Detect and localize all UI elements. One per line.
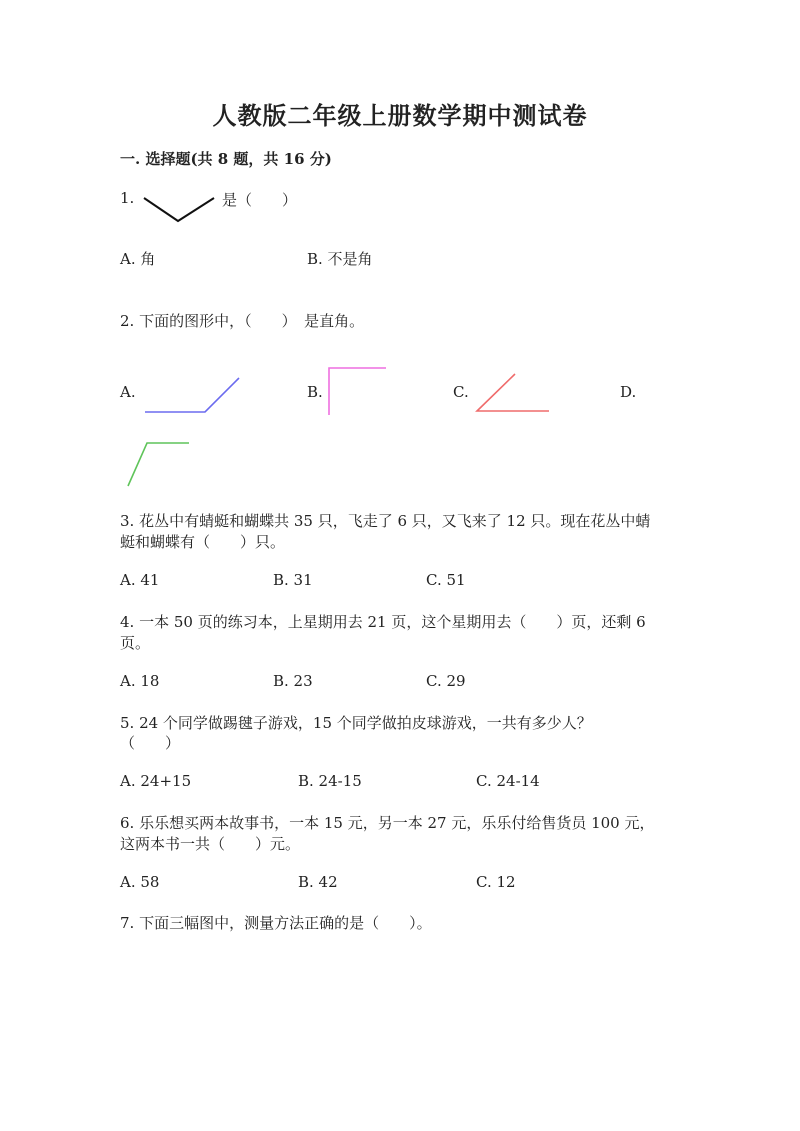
q4-option-b[interactable]: B. 23 <box>273 672 313 690</box>
page-title: 人教版二年级上册数学期中测试卷 <box>212 101 588 130</box>
q2-text: 2. 下面的图形中，（ ） 是直角。 <box>120 312 365 330</box>
q7-text: 7. 下面三幅图中，测量方法正确的是（ ）。 <box>120 914 432 932</box>
q1-number: 1. <box>120 189 135 207</box>
q5-option-b[interactable]: B. 24-15 <box>298 772 362 790</box>
q1-angle-figure <box>144 196 216 224</box>
q3-option-a[interactable]: A. 41 <box>120 571 160 589</box>
q3-text-line1: 3. 花丛中有蜻蜓和蝴蝶共 35 只，飞走了 6 只，又飞来了 12 只。现在花丛中蜻 <box>120 512 651 530</box>
q2-option-b-figure <box>326 365 390 417</box>
q6-option-b[interactable]: B. 42 <box>298 873 338 891</box>
q2-option-d-figure <box>125 440 193 490</box>
q5-text-line2: （ ） <box>120 734 181 752</box>
q3-text-line2: 蜓和蝴蝶有（ ）只。 <box>120 533 286 551</box>
q1-option-b[interactable]: B. 不是角 <box>307 250 373 268</box>
section-heading: 一. 选择题(共 8 题，共 16 分) <box>120 150 332 168</box>
q1-option-a[interactable]: A. 角 <box>120 250 156 268</box>
q1-text: 是（ ） <box>222 191 298 209</box>
q3-option-b[interactable]: B. 31 <box>273 571 313 589</box>
q4-text-line1: 4. 一本 50 页的练习本，上星期用去 21 页，这个星期用去（ ）页，还剩 6 <box>120 613 646 631</box>
q6-option-c[interactable]: C. 12 <box>476 873 516 891</box>
q5-option-c[interactable]: C. 24-14 <box>476 772 540 790</box>
q3-option-c[interactable]: C. 51 <box>426 571 466 589</box>
q5-option-a[interactable]: A. 24+15 <box>120 772 192 790</box>
q2-option-d-label[interactable]: D. <box>620 383 637 401</box>
q2-option-c-figure <box>475 372 553 416</box>
q5-text-line1: 5. 24 个同学做踢毽子游戏，15 个同学做拍皮球游戏，一共有多少人？ <box>120 714 592 732</box>
q4-option-c[interactable]: C. 29 <box>426 672 466 690</box>
q4-option-a[interactable]: A. 18 <box>120 672 160 690</box>
q4-text-line2: 页。 <box>120 634 151 652</box>
q2-option-a-label[interactable]: A. <box>120 383 136 401</box>
q2-option-c-label[interactable]: C. <box>453 383 469 401</box>
q2-option-a-figure <box>143 376 243 416</box>
q6-text-line1: 6. 乐乐想买两本故事书，一本 15 元，另一本 27 元，乐乐付给售货员 100 元， <box>120 814 655 832</box>
q2-option-b-label[interactable]: B. <box>307 383 323 401</box>
q6-text-line2: 这两本书一共（ ）元。 <box>120 835 301 853</box>
q6-option-a[interactable]: A. 58 <box>120 873 160 891</box>
